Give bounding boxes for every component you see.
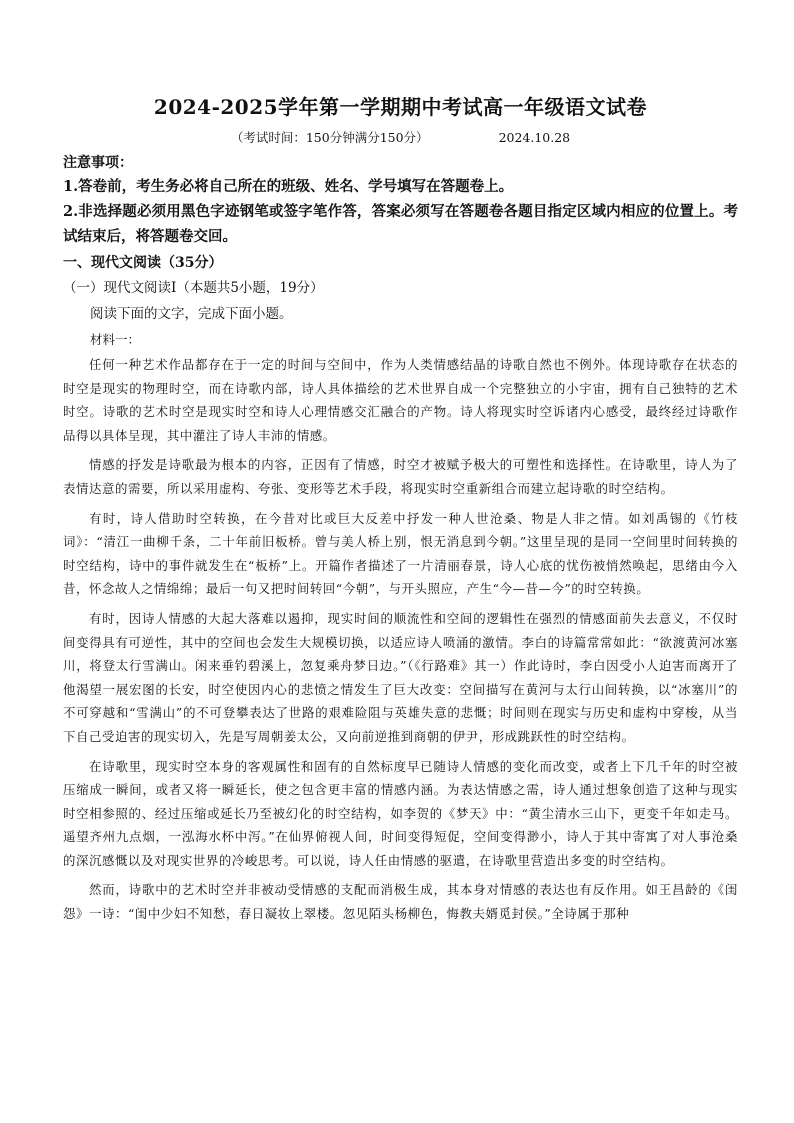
exam-time-info: （考试时间：150分钟满分150分）	[230, 130, 429, 145]
paragraph-6: 然而，诗歌中的艺术时空并非被动受情感的支配而消极生成，其本身对情感的表达也有反作用。如王昌龄的《闺怨》一诗：“闺中少妇不知愁，春日凝妆上翠楼。忽见陌头杨柳色，悔教夫婿觅封侯。”全诗属于那种	[63, 882, 738, 922]
exam-title: 2024-2025学年第一学期期中考试高一年级语文试卷	[153, 95, 648, 119]
exam-page	[63, 92, 738, 932]
paragraph-1: 任何一种艺术作品都存在于一定的时间与空间中，作为人类情感结晶的诗歌自然也不例外。体现诗歌存在状态的时空是现实的物理时空，而在诗歌内部，诗人具体描绘的艺术世界自成一个完整独立的小宇宙，拥有自己独特的艺术时空。诗歌的艺术时空是现实时空和诗人心理情感交汇融合的产物。诗人将现实时空诉诸内心感受，最终经过诗歌作品得以具体呈现，其中灌注了诗人丰沛的情感。	[63, 357, 738, 443]
exam-date: 2024.10.28	[498, 130, 571, 145]
paragraph-5: 在诗歌里，现实时空本身的客观属性和固有的自然标度早已随诗人情感的变化而改变，或者上下几千年的时空被压缩成一瞬间，或者又将一瞬延长，使之包含更丰富的情感内涵。为表达情感之需，诗人通过想象创造了这种与现实时空相参照的、经过压缩或延长乃至被幻化的时空结构，如李贺的《梦天》中：“黄尘清水三山下，更变千年如走马。遥望齐州九点烟，一泓海水杯中泻。”在仙界俯视人间，时间变得短促，空间变得渺小，诗人于其中寄寓了对人事沧桑的深沉感慨以及对现实世界的冷峻思考。可以说，诗人任由情感的驱遣，在诗歌里营造出多变的时空结构。	[63, 758, 738, 868]
paragraph-3: 有时，诗人借助时空转换，在今昔对比或巨大反差中抒发一种人世沧桑、物是人非之情。如刘禹锡的《竹枝词》：“清江一曲柳千条，二十年前旧板桥。曾与美人桥上别，恨无消息到今朝。”这里呈现的是同一空间里时间转换的时空结构，诗中的事件就发生在“板桥”上。开篇作者描述了一片清丽春景，诗人心底的忧伤被悄然唤起，思绪由今入昔，怀念故人之情绵绵；最后一句又把时间转回“今朝”，与开头照应，产生“今—昔—今”的时空转换。	[63, 510, 738, 597]
reading-instruction: 阅读下面的文字，完成下面小题。	[90, 306, 293, 322]
section-title: 一、现代文阅读（35分）	[63, 255, 223, 271]
material-label: 材料一：	[90, 332, 141, 347]
notice-heading: 注意事项：	[63, 155, 133, 171]
notice-item-2: 2.非选择题必须用黑色字迹钢笔或签字笔作答，答案必须写在答题卷各题目指定区域内相应的位置上。考试结束后，将答题卷交回。	[63, 203, 738, 245]
subsection-title: （一）现代文阅读Ⅰ（本题共5小题，19分）	[63, 280, 324, 296]
exam-subtitle	[63, 126, 738, 150]
paragraph-4: 有时，因诗人情感的大起大落难以遏抑，现实时间的顺流性和空间的逻辑性在强烈的情感面前失去意义，不仅时间变得具有可逆性，其中的空间也会发生大规模切换，以适应诗人喷涌的激情。李白的诗篇常常如此：“欲渡黄河冰塞川，将登太行雪满山。闲来垂钓碧溪上，忽复乘舟梦日边。”（《行路难》其一）作此诗时，李白因受小人迫害而离开了他渴望一展宏图的长安，时空使因内心的悲愤之情发生了巨大改变：空间描写在黄河与太行山间转换，以“冰塞川”的不可穿越和“雪满山”的不可登攀表达了世路的艰难险阻与英雄失意的悲慨；时间则在现实与历史和虚构中穿梭，从当下自己受迫害的现实切入，先是写周朝姜太公，又向前逆推到商朝的伊尹，形成跳跃性的时空结构。	[63, 610, 738, 744]
notice-item-1: 1.答卷前，考生务必将自己所在的班级、姓名、学号填写在答题卷上。	[63, 178, 514, 195]
paragraph-2: 情感的抒发是诗歌最为根本的内容，正因有了情感，时空才被赋予极大的可塑性和选择性。在诗歌里，诗人为了表情达意的需要，所以采用虚构、夸张、变形等艺术手段，将现实时空重新组合而建立起诗歌的时空结构。	[63, 457, 738, 496]
